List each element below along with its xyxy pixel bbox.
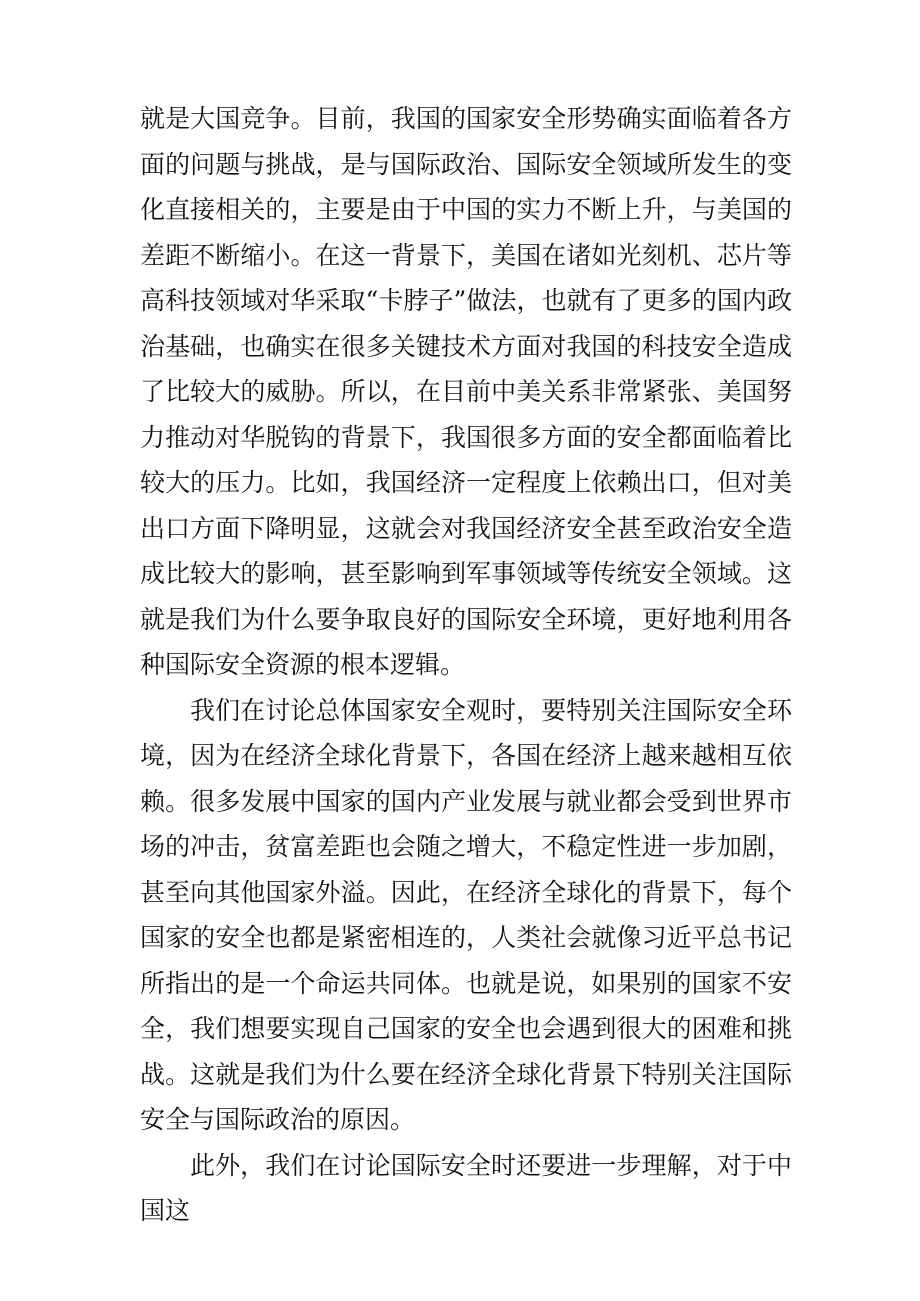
- document-body: [140, 96, 792, 1234]
- paragraph-1: 就是大国竞争。目前，我国的国家安全形势确实面临着各方面的问题与挑战，是与国际政治、国际安全领域所发生的变化直接相关的，主要是由于中国的实力不断上升，与美国的差距不断缩小。在这一背景下，美国在诸如光刻机、芯片等高科技领域对华采取“卡脖子”做法，也就有了更多的国内政治基础，也确实在很多关键技术方面对我国的科技安全造成了比较大的威胁。所以，在目前中美关系非常紧张、美国努力推动对华脱钩的背景下，我国很多方面的安全都面临着比较大的压力。比如，我国经济一定程度上依赖出口，但对美出口方面下降明显，这就会对我国经济安全甚至政治安全造成比较大的影响，甚至影响到军事领域等传统安全领域。这就是我们为什么要争取良好的国际安全环境，更好地利用各种国际安全资源的根本逻辑。: [140, 104, 792, 679]
- paragraph-3: 此外，我们在讨论国际安全时还要进一步理解，对于中国这: [140, 1150, 792, 1225]
- paragraph-2: 我们在讨论总体国家安全观时，要特别关注国际安全环境，因为在经济全球化背景下，各国在经济上越来越相互依赖。很多发展中国家的国内产业发展与就业都会受到世界市场的冲击，贫富差距也会随之增大，不稳定性进一步加剧，甚至向其他国家外溢。因此，在经济全球化的背景下，每个国家的安全也都是紧密相连的，人类社会就像习近平总书记所指出的是一个命运共同体。也就是说，如果别的国家不安全，我们想要实现自己国家的安全也会遇到很大的困难和挑战。这就是我们为什么要在经济全球化背景下特别关注国际安全与国际政治的原因。: [140, 695, 792, 1134]
